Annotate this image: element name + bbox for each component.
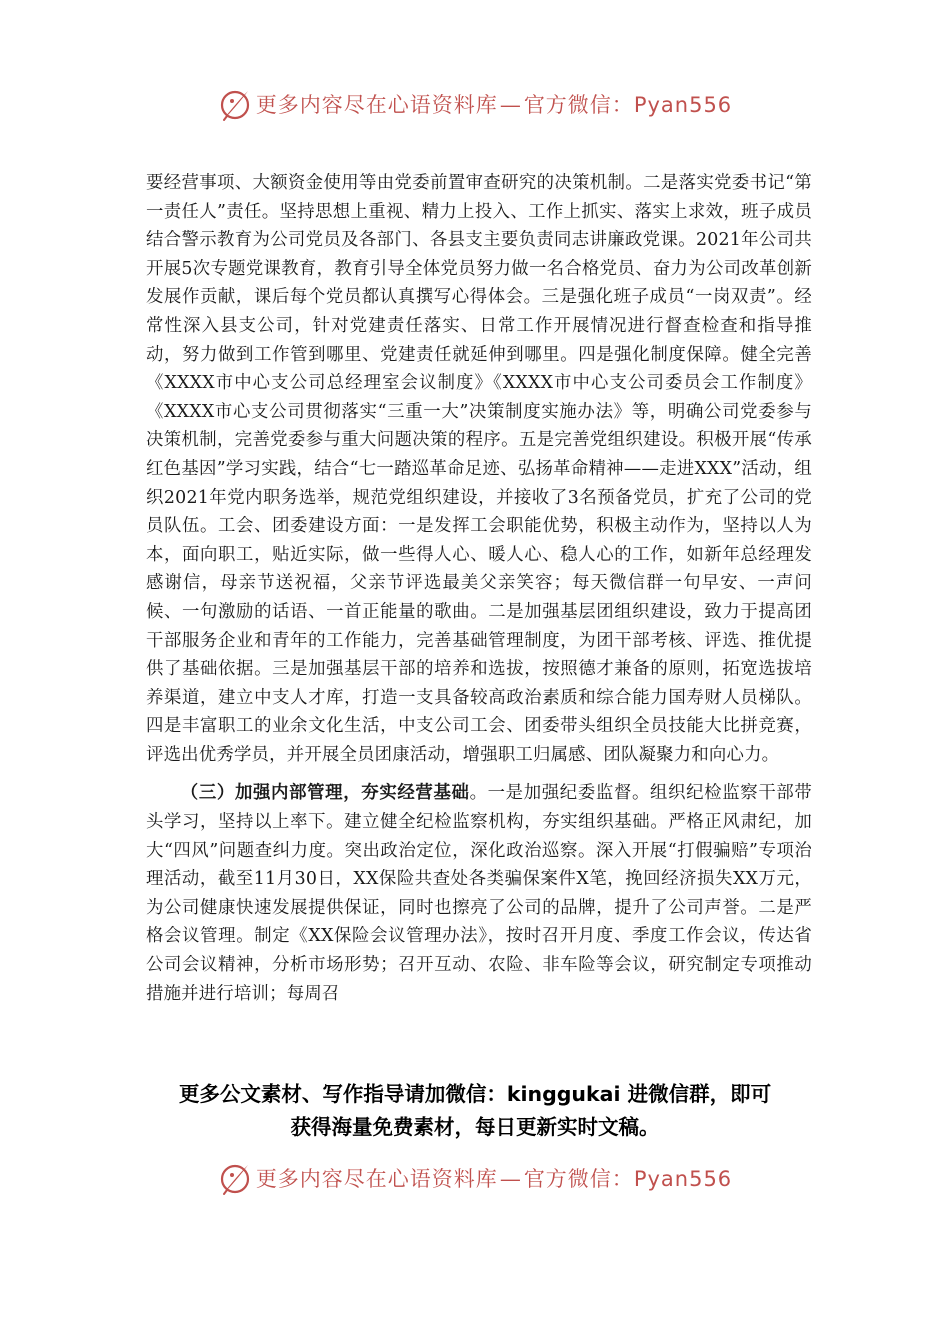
section-text: 。一是加强纪委监督。组织纪检监察干部带头学习，坚持以上率下。建立健全纪检监察机构，夯实组织基础。严格正风肃纪，加大“四风”问题查纠力度。突出政治定位，深化政治巡察。深入开展“打假骗赔”专项治理活动，截至11月30日，XX保险共查处各类骗保案件X笔，挽回经济损失XX万元，为公司健康快速发展提供保证，同时也擦亮了公司的品牌，提升了公司声誉。二是严格会议管理。制定《XX保险会议管理办法》，按时召开月度、季度工作会议，传达省公司会议精神，分析市场形势；召开互动、农险、非车险等会议，研究制定专项推动措施并进行培训；每周召: [146, 783, 813, 1004]
banner-title: 更多内容尽在心语资料库: [255, 93, 498, 117]
quill-pen-logo-icon: [218, 87, 252, 121]
promo-line-1: 更多公文素材、写作指导请加微信：kinggukai 进微信群，即可: [178, 1082, 772, 1106]
body-paragraph-1: 要经营事项、大额资金使用等由党委前置审查研究的决策机制。二是落实党委书记“第一责任人”责任。坚持思想上重视、精力上投入、工作上抓实、落实上求效，班子成员结合警示教育为公司党员及各部门、各县支主要负责同志讲廉政党课。2021年公司共开展5次专题党课教育，教育引导全体党员努力做一名合格党员、奋力为公司改革创新发展作贡献，课后每个党员都认真撰写心得体会。三是强化班子成员“一岗双责”。经常性深入县支公司，针对党建责任落实、日常工作开展情况进行督查检查和指导推动，努力做到工作管到哪里、党建责任就延伸到哪里。四是强化制度保障。健全完善《XXXX市中心支公司总经理室会议制度》《XXXX市中心支公司委员会工作制度》《XXXX市心支公司贯彻落实“三重一大”决策制度实施办法》等，明确公司党委参与决策机制，完善党委参与重大问题决策的程序。五是完善党组织建设。积极开展“传承红色基因”学习实践，结合“七一踏巡革命足迹、弘扬革命精神——走进XXX”活动，组织2021年党内职务选举，规范党组织建设，并接收了3名预备党员，扩充了公司的党员队伍。工会、团委建设方面：一是发挥工会职能优势，积极主动作为，坚持以人为本，面向职工，贴近实际，做一些得人心、暖人心、稳人心的工作，如新年总经理发感谢信，母亲节送祝福，父亲节评选最美父亲笑容；每天微信群一句早安、一声问候、一句激励的话语、一首正能量的歌曲。二是加强基层团组织建设，致力于提高团干部服务企业和青年的工作能力，完善基础管理制度，为团干部考核、评选、推优提供了基础依据。三是加强基层干部的培养和选拔，按照德才兼备的原则，拓宽选拔培养渠道，建立中支人才库，打造一支具备较高政治素质和综合能力国寿财人员梯队。四是丰富职工的业余文化生活，中支公司工会、团委带头组织全员技能大比拼竞赛，评选出优秀学员，并开展全员团康活动，增强职工归属感、团队凝聚力和向心力。: [146, 173, 812, 765]
promo-notice: [100, 1078, 850, 1144]
banner-wechat-label: 官方微信：: [523, 1167, 634, 1191]
banner-text: [256, 89, 732, 119]
body-paragraph-2: [146, 779, 812, 1008]
banner-separator: —: [499, 1167, 522, 1191]
banner-title: 更多内容尽在心语资料库: [255, 1167, 498, 1191]
header-banner: [0, 84, 950, 124]
banner-wechat-label: 官方微信：: [523, 93, 634, 117]
section-heading: （三）加强内部管理，夯实经营基础: [180, 783, 470, 804]
banner-text: [256, 1163, 732, 1193]
promo-line-2: 获得海量免费素材，每日更新实时文稿。: [290, 1115, 660, 1139]
footer-banner: [0, 1158, 950, 1198]
banner-wechat-id: Pyan556: [633, 1167, 733, 1191]
banner-separator: —: [499, 93, 522, 117]
quill-pen-logo-icon: [218, 1161, 252, 1195]
document-body: [146, 169, 812, 1008]
banner-wechat-id: Pyan556: [633, 93, 733, 117]
